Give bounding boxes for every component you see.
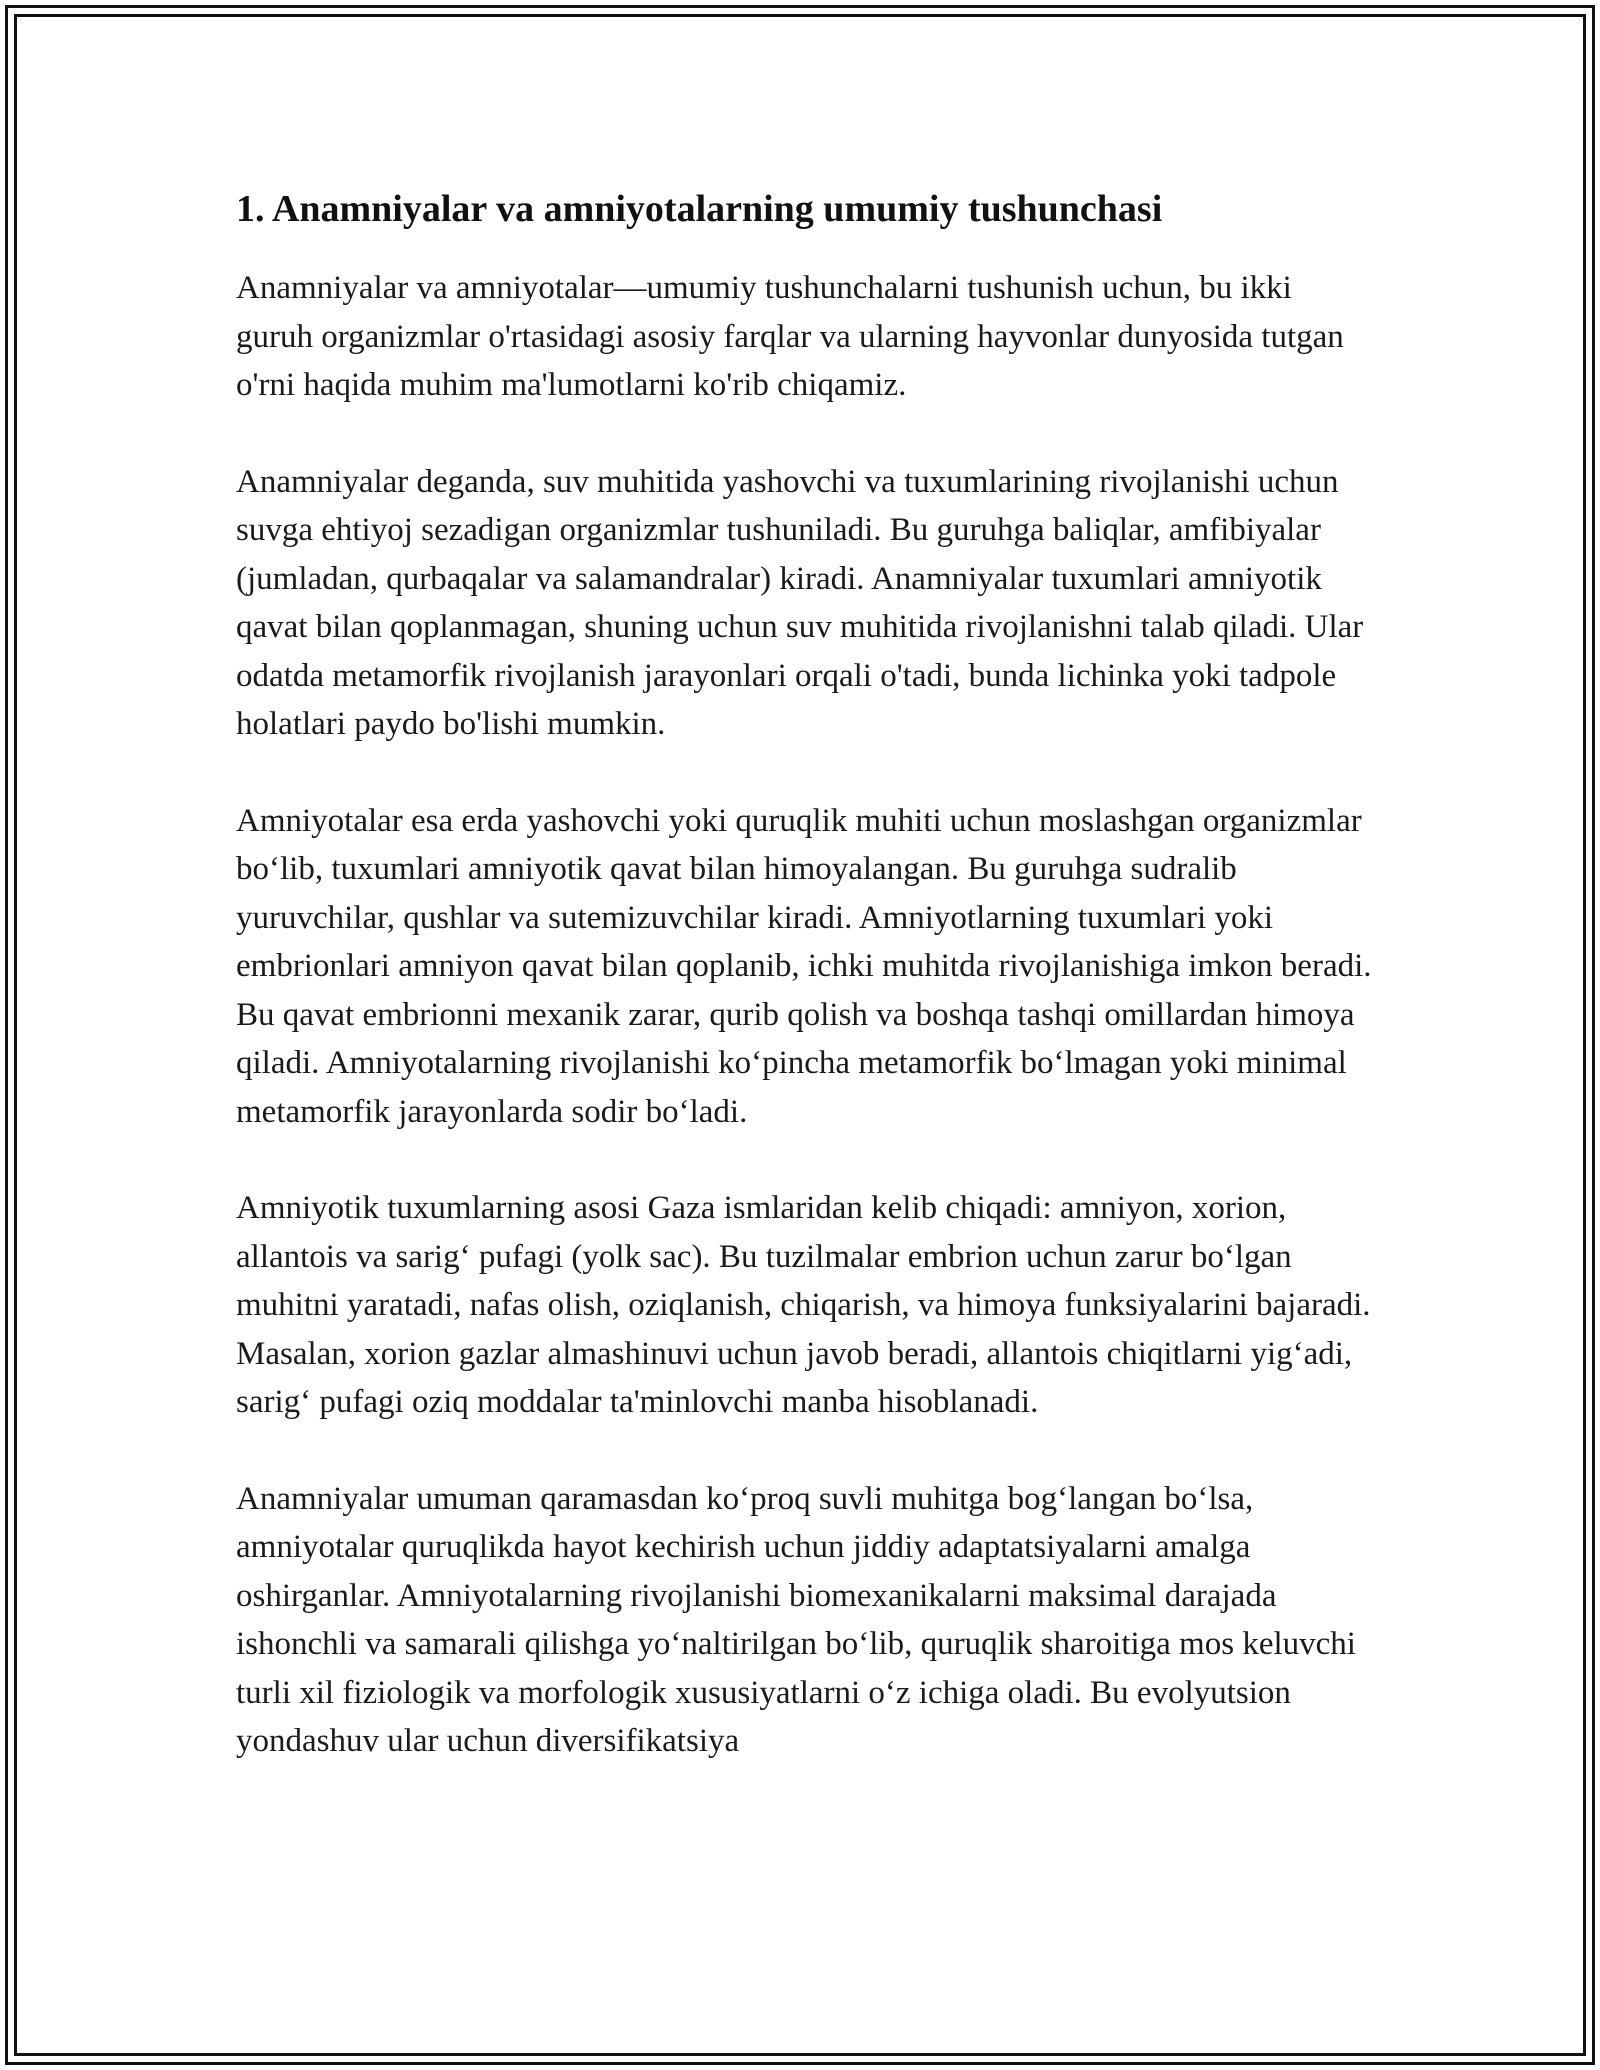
paragraph-amniotes: Amniyotalar esa erda yashovchi yoki quruqlik muhiti uchun moslashgan organizmlar bo‘lib, tuxumlari amniyotik qavat bilan himoyalangan. Bu guruhga sudralib yuruvchilar, qushlar va sutemizuvchilar kiradi. Amniyotlarning tuxumlari yoki embrionlari amniyon qavat bilan qoplanib, ichki muhitda rivojlanishiga imkon beradi. Bu qavat embrionni mexanik zarar, qurib qolish va boshqa tashqi omillardan himoya qiladi. Amniyotalarning rivojlanishi ko‘pincha metamorfik bo‘lmagan yoki minimal metamorfik jarayonlarda sodir bo‘ladi.: [236, 802, 1372, 1130]
paragraph-anamniotes: Anamniyalar deganda, suv muhitida yashovchi va tuxumlarining rivojlanishi uchun suvga ehtiyoj sezadigan organizmlar tushuniladi. Bu guruhga baliqlar, amfibiyalar (jumladan, qurbaqalar va salamandralar) kiradi. Anamniyalar tuxumlari amniyotik qavat bilan qoplanmagan, shuning uchun suv muhitida rivojlanishni talab qiladi. Ular odatda metamorfik rivojlanish jarayonlari orqali o'tadi, bunda lichinka yoki tadpole holatlari paydo bo'lishi mumkin.: [236, 463, 1364, 742]
section-heading: 1. Anamniyalar va amniyotalarning umumiy tushunchasi: [236, 188, 1163, 230]
paragraph-intro: Anamniyalar va amniyotalar—umumiy tushunchalarni tushunish uchun, bu ikki guruh organizmlar o'rtasidagi asosiy farqlar va ularning hayvonlar dunyosida tutgan o'rni haqida muhim ma'lumotlarni ko'rib chiqamiz.: [236, 270, 1344, 403]
paragraph-amniotic-egg: Amniyotik tuxumlarning asosi Gaza ismlaridan kelib chiqadi: amniyon, xorion, allantois va sarig‘ pufagi (yolk sac). Bu tuzilmalar embrion uchun zarur bo‘lgan muhitni yaratadi, nafas olish, oziqlanish, chiqarish, va himoya funksiyalarini bajaradi. Masalan, xorion gazlar almashinuvi uchun javob beradi, allantois chiqitlarni yig‘adi, sarig‘ pufagi oziq moddalar ta'minlovchi manba hisoblanadi.: [236, 1190, 1371, 1420]
document-body: [236, 184, 1376, 1814]
paragraph-comparison: Anamniyalar umuman qaramasdan ko‘proq suvli muhitga bog‘langan bo‘lsa, amniyotalar quruqlikda hayot kechirish uchun jiddiy adaptatsiyalarni amalga oshirganlar. Amniyotalarning rivojlanishi biomexanikalarni maksimal darajada ishonchli va samarali qilishga yo‘naltirilgan bo‘lib, quruqlik sharoitiga mos keluvchi turli xil fiziologik va morfologik xususiyatlarni o‘z ichiga oladi. Bu evolyutsion yondashuv ular uchun diversifikatsiya: [236, 1480, 1356, 1759]
